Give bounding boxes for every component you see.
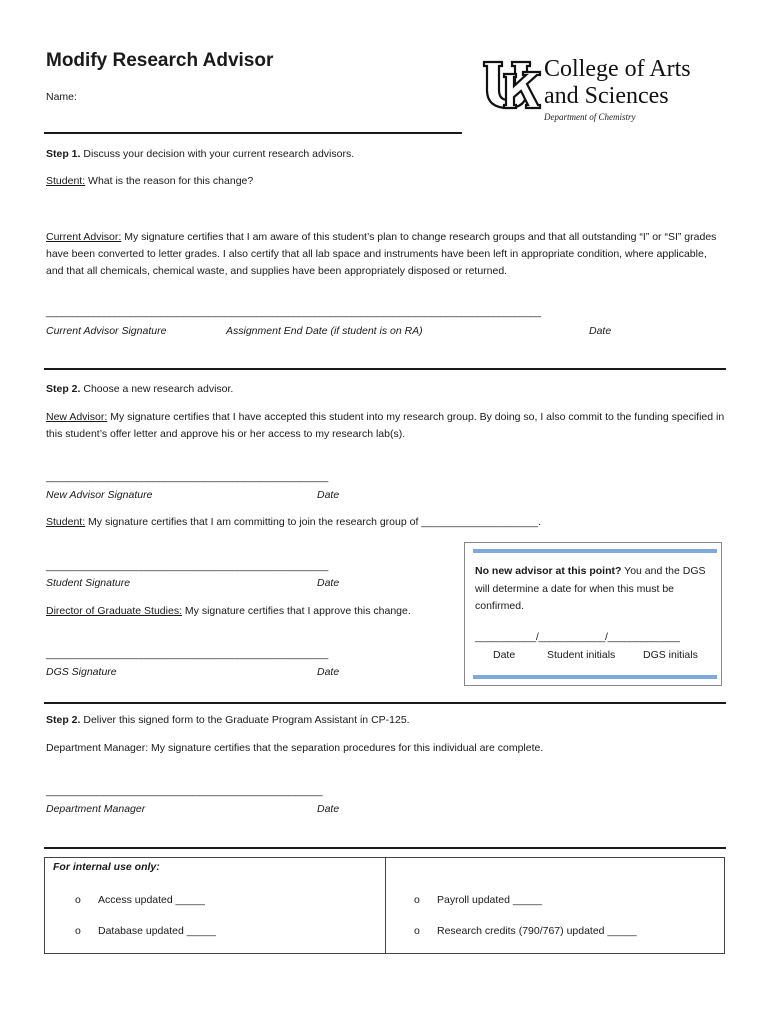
current-advisor-paragraph xyxy=(46,229,726,280)
assignment-end-date-label: Assignment End Date (if student is on RA) xyxy=(226,325,423,337)
current-advisor-signature-label: Current Advisor Signature xyxy=(46,325,167,337)
logo-text xyxy=(544,56,691,110)
new-advisor-signature-line[interactable]: __________________________________________________ xyxy=(46,471,328,483)
current-advisor-text: My signature certifies that I am aware of this student’s plan to change research groups and that all outstanding “I” or “SI” grades have been converted to letter grades. I also certify that all lab space and instruments have been left in appropriate condition, where applicable, and that all chemicals, chemical waste, and supplies have been appropriately disposed or returned. xyxy=(46,231,717,277)
manager-date-label: Date xyxy=(317,803,340,815)
name-label: Name: xyxy=(46,91,77,103)
step2-text: Choose a new research advisor. xyxy=(80,383,234,395)
step1-student-label: Student: xyxy=(46,175,86,187)
list-item: Access updated _____ xyxy=(98,894,205,906)
dgs-label: Director of Graduate Studies: xyxy=(46,605,182,617)
student-label: Student: xyxy=(46,516,86,528)
step1-label: Step 1. xyxy=(46,148,81,160)
bullet-icon: o xyxy=(75,894,81,906)
dgs-signature-line[interactable]: __________________________________________________ xyxy=(46,648,328,660)
checkbox-research-credits[interactable] xyxy=(414,925,420,937)
box-date-label: Date xyxy=(493,649,516,661)
student-date-label: Date xyxy=(317,577,340,589)
no-advisor-note-bold: No new advisor at this point? xyxy=(475,565,622,577)
new-advisor-paragraph xyxy=(46,409,726,443)
step3-label: Step 2. xyxy=(46,714,81,726)
current-advisor-signature-line[interactable]: ______________________________________________________________________________________________ xyxy=(46,307,541,318)
page-title: Modify Research Advisor xyxy=(46,50,274,71)
checkbox-access[interactable] xyxy=(75,894,81,906)
logo-line2: and Sciences xyxy=(544,83,669,109)
new-advisor-date-label: Date xyxy=(317,489,340,501)
no-advisor-note xyxy=(475,563,715,616)
dgs-text: My signature certifies that I approve this change. xyxy=(181,605,411,617)
internal-use-heading: For internal use only: xyxy=(53,861,160,873)
dgs-statement xyxy=(46,605,411,617)
new-advisor-signature-label: New Advisor Signature xyxy=(46,489,153,501)
internal-use-table xyxy=(44,857,725,954)
college-logo xyxy=(482,56,722,124)
step1-heading xyxy=(46,148,354,160)
step1-text: Discuss your decision with your current research advisors. xyxy=(80,148,355,160)
step2-label: Step 2. xyxy=(46,383,81,395)
new-advisor-label: New Advisor: xyxy=(46,411,108,423)
dgs-signature-label: DGS Signature xyxy=(46,666,117,678)
step3-heading xyxy=(46,714,410,726)
box-top-bar xyxy=(473,549,717,553)
divider xyxy=(44,702,726,704)
table-divider xyxy=(385,858,386,953)
uk-emblem-icon xyxy=(482,60,542,112)
bullet-icon: o xyxy=(75,925,81,937)
initials-lines[interactable]: ___________/____________/_____________ xyxy=(475,631,680,643)
divider xyxy=(44,368,726,370)
divider xyxy=(44,847,726,849)
name-line[interactable] xyxy=(44,132,462,134)
step2-heading xyxy=(46,383,233,395)
checkbox-database[interactable] xyxy=(75,925,81,937)
step1-student-text: What is the reason for this change? xyxy=(85,175,254,187)
new-advisor-text: My signature certifies that I have accepted this student into my research group. By doing so, I also commit to the funding specified in this student’s offer letter and approve his or her access to my research lab(s). xyxy=(46,411,725,440)
manager-signature-line[interactable]: _________________________________________________ xyxy=(46,785,323,797)
list-item: Payroll updated _____ xyxy=(437,894,543,906)
dgs-initials-label: DGS initials xyxy=(643,649,698,661)
no-advisor-note-box xyxy=(464,542,722,686)
logo-subtitle: Department of Chemistry xyxy=(544,112,636,122)
student-commitment xyxy=(46,516,541,528)
step1-student xyxy=(46,175,253,187)
current-advisor-label: Current Advisor: xyxy=(46,231,122,243)
student-text: My signature certifies that I am committing to join the research group of ____________________. xyxy=(85,516,541,528)
no-advisor-note-text: You and the DGS will determine a date for when this must be confirmed. xyxy=(475,565,706,612)
bullet-icon: o xyxy=(414,925,420,937)
dgs-date-label: Date xyxy=(317,666,340,678)
manager-signature-label: Department Manager xyxy=(46,803,146,815)
bullet-icon: o xyxy=(414,894,420,906)
list-item: Database updated _____ xyxy=(98,925,216,937)
list-item: Research credits (790/767) updated _____ xyxy=(437,925,637,937)
checkbox-payroll[interactable] xyxy=(414,894,420,906)
manager-statement: Department Manager: My signature certifies that the separation procedures for this individual are complete. xyxy=(46,742,544,754)
step1-date-label: Date xyxy=(589,325,612,337)
student-initials-label: Student initials xyxy=(547,649,616,661)
student-signature-label: Student Signature xyxy=(46,577,131,589)
box-bottom-bar xyxy=(473,675,717,679)
student-signature-line[interactable]: __________________________________________________ xyxy=(46,560,328,572)
logo-line1: College of Arts xyxy=(544,56,691,82)
step3-text: Deliver this signed form to the Graduate Program Assistant in CP-125. xyxy=(80,714,410,726)
